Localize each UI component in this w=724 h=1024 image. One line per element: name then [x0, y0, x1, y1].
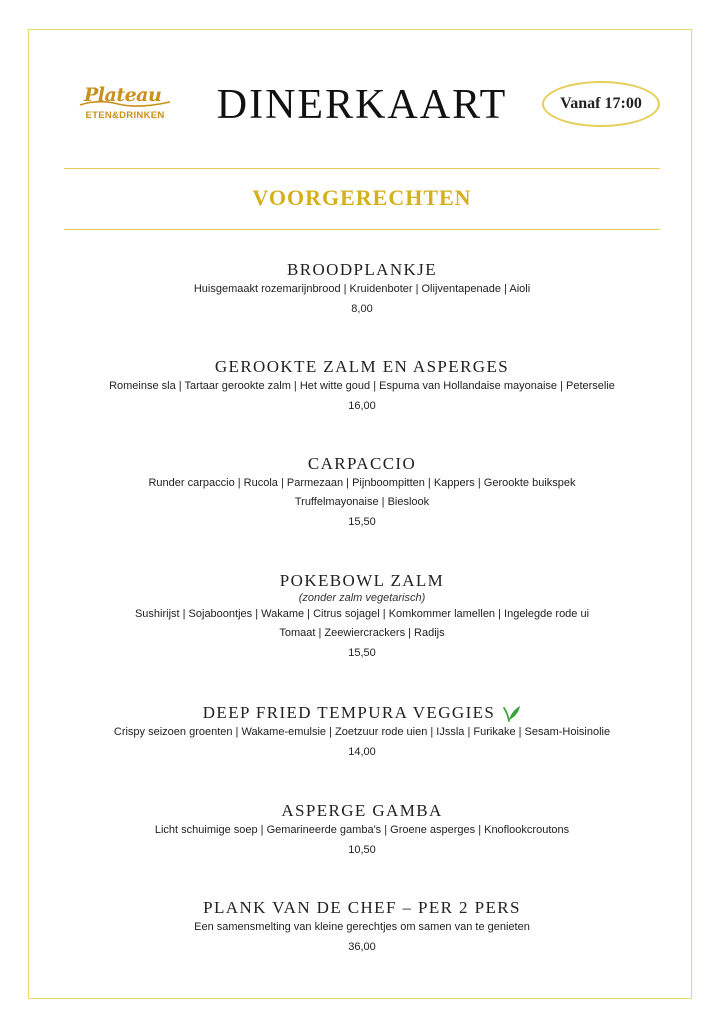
dish-description: Tomaat | Zeewiercrackers | Radijs [279, 627, 445, 639]
menu-item [40, 703, 684, 762]
menu-item [40, 571, 684, 663]
dish-name: BROODPLANKJE [287, 260, 437, 279]
dish-note: (zonder zalm vegetarisch) [298, 592, 426, 604]
time-badge [542, 81, 660, 127]
menu-item [40, 454, 684, 532]
dish-name: POKEBOWL ZALM [279, 571, 445, 590]
time-badge-text: Vanaf 17:00 [560, 95, 642, 112]
menu-item [40, 898, 684, 957]
dish-name: CARPACCIO [307, 454, 417, 473]
page-title: DINERKAART [216, 82, 508, 128]
dish-name: PLANK VAN DE CHEF – PER 2 PERS [203, 898, 521, 917]
dish-price: 16,00 [348, 400, 376, 412]
brand-name: Plateau [84, 84, 162, 106]
dish-description: Romeinse sla | Tartaar gerookte zalm | Het witte goud | Espuma van Hollandaise mayonaise | Peterselie [109, 380, 615, 392]
dish-name: DEEP FRIED TEMPURA VEGGIES [202, 703, 496, 722]
menu-item [40, 260, 684, 319]
divider-bottom [64, 229, 660, 230]
dish-description: Crispy seizoen groenten | Wakame-emulsie | Zoetzuur rode uien | IJssla | Furikake | Sesam-Hoisinolie [113, 726, 611, 738]
dish-description: Een samensmelting van kleine gerechtjes om samen van te genieten [194, 921, 530, 933]
dish-description: Licht schuimige soep | Gemarineerde gamba's | Groene asperges | Knoflookcroutons [154, 824, 570, 836]
brand-tagline: ETEN&DRINKEN [85, 110, 165, 121]
dish-price: 14,00 [348, 746, 376, 758]
dish-price: 8,00 [351, 303, 373, 315]
logo-swash-icon [78, 97, 172, 109]
divider-top [64, 168, 660, 169]
section-title: VOORGERECHTEN [252, 185, 472, 210]
dish-price: 15,50 [348, 647, 376, 659]
vegan-leaf-icon [503, 704, 521, 722]
dish-name: ASPERGE GAMBA [281, 801, 443, 820]
dish-description: Sushirijst | Sojaboontjes | Wakame | Citrus sojagel | Komkommer lamellen | Ingelegde rode ui [134, 608, 590, 620]
dish-name: GEROOKTE ZALM EN ASPERGES [214, 357, 510, 376]
menu-item [40, 801, 684, 860]
dish-description: Truffelmayonaise | Bieslook [294, 496, 430, 508]
dish-description: Huisgemaakt rozemarijnbrood | Kruidenboter | Olijventapenade | Aioli [193, 283, 531, 295]
menu-item [40, 357, 684, 416]
dish-name-row [203, 703, 522, 723]
dish-price: 36,00 [348, 941, 376, 953]
dish-price: 15,50 [348, 516, 376, 528]
dish-description: Runder carpaccio | Rucola | Parmezaan | Pijnboompitten | Kappers | Gerookte buikspek [148, 477, 576, 489]
brand-logo [78, 84, 172, 124]
dish-price: 10,50 [348, 844, 376, 856]
